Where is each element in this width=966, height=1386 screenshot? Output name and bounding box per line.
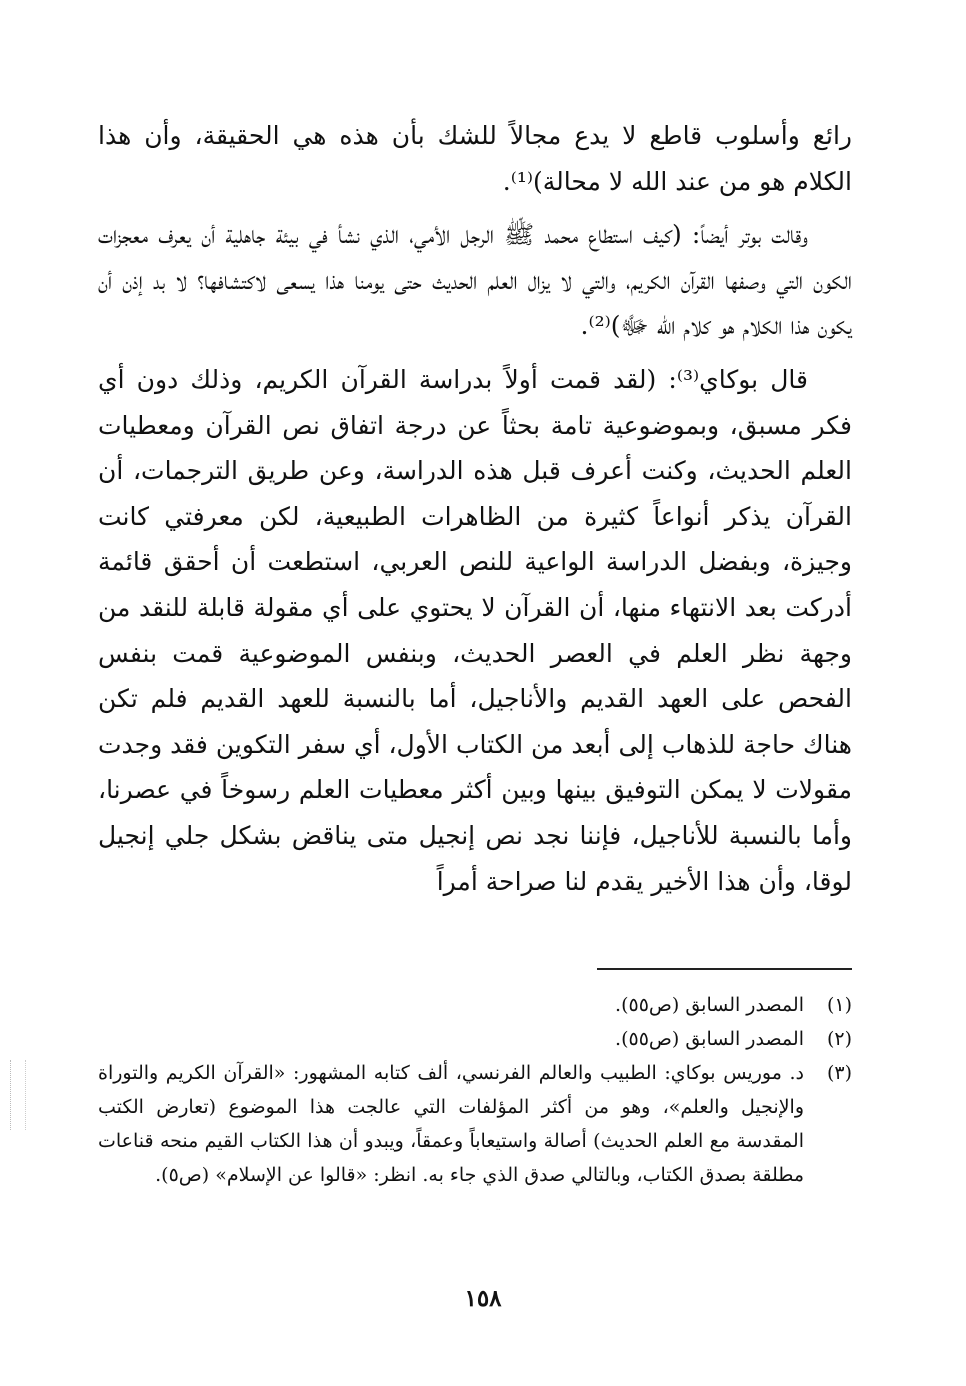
paragraph-2: وقالت بوتر أيضاً: (كيف استطاع محمد ﷺ الرجل الأمي، الذي نشأ في بيئة جاهلية أن يعرف معجزات الكون التي وصفها القرآن الكريم، والتي لا يزال العلم الحديث حتى يومنا هذا يسعى لاكتشافها؟ لا بد إذن أن يكون هذا الكلام هو كلام الله ﷻ)⁽²⁾. (98, 220, 852, 341)
footnote-number: (٢) (826, 1028, 852, 1050)
footnote-text: د. موريس بوكاي: الطبيب والعالم الفرنسي، ألف كتابه المشهور: «القرآن الكريم والتوراة والإنجيل والعلم»، وهو من أكثر المؤلفات التي عالجت هذا الموضوع (تعارض الكتب المقدسة مع العلم الحديث) أصالة واستيعاباً وعمقاً، ويبدو أن هذا الكتاب القيم منحه قناعات مطلقة بصدق الكتاب، وبالتالي صدق الذي جاء به. انظر: «قالوا عن الإسلام» (ص٥). (98, 1062, 804, 1186)
footnote-number: (٣) (826, 1062, 852, 1084)
footnotes (98, 988, 852, 1192)
scan-margin-marks (10, 1060, 26, 1130)
footnote-text: المصدر السابق (ص٥٥). (615, 994, 804, 1016)
footnote-separator (597, 968, 852, 970)
footnote-3 (98, 1056, 852, 1192)
footnote-2 (98, 1022, 852, 1056)
footnote-number: (١) (826, 994, 852, 1016)
paragraph-1: رائع وأسلوب قاطع لا يدع مجالاً للشك بأن هذه هي الحقيقة، وأن هذا الكلام هو من عند الله لا محالة)⁽¹⁾. (98, 121, 852, 196)
footnote-text: المصدر السابق (ص٥٥). (615, 1028, 804, 1050)
page-number: ١٥٨ (464, 1285, 502, 1312)
paragraph-3: قال بوكاي⁽³⁾: (لقد قمت أولاً بدراسة القرآن الكريم، وذلك دون أي فكر مسبق، وبموضوعية تامة بحثاً عن درجة اتفاق نص القرآن ومعطيات العلم الحديث، وكنت أعرف قبل هذه الدراسة، وعن طريق الترجمات، أن القرآن يذكر أنواعاً كثيرة من الظاهرات الطبيعية، لكن معرفتي كانت وجيزة، وبفضل الدراسة الواعية للنص العربي، استطعت أن أحقق قائمة أدركت بعد الانتهاء منها، أن القرآن لا يحتوي على أي مقولة قابلة للنقد من وجهة نظر العلم في العصر الحديث، وبنفس الموضوعية قمت بنفس الفحص على العهد القديم والأناجيل، أما بالنسبة للعهد القديم فلم تكن هناك حاجة للذهاب إلى أبعد من الكتاب الأول، أي سفر التكوين فقد وجدت مقولات لا يمكن التوفيق بينها وبين أكثر معطيات العلم رسوخاً في عصرنا، وأما بالنسبة للأناجيل، فإننا نجد نص إنجيل متى يناقض بشكل جلي إنجيل لوقا، وأن هذا الأخير يقدم لنا صراحة أمراً (98, 364, 852, 896)
main-text (98, 113, 852, 904)
footnote-1 (98, 988, 852, 1022)
